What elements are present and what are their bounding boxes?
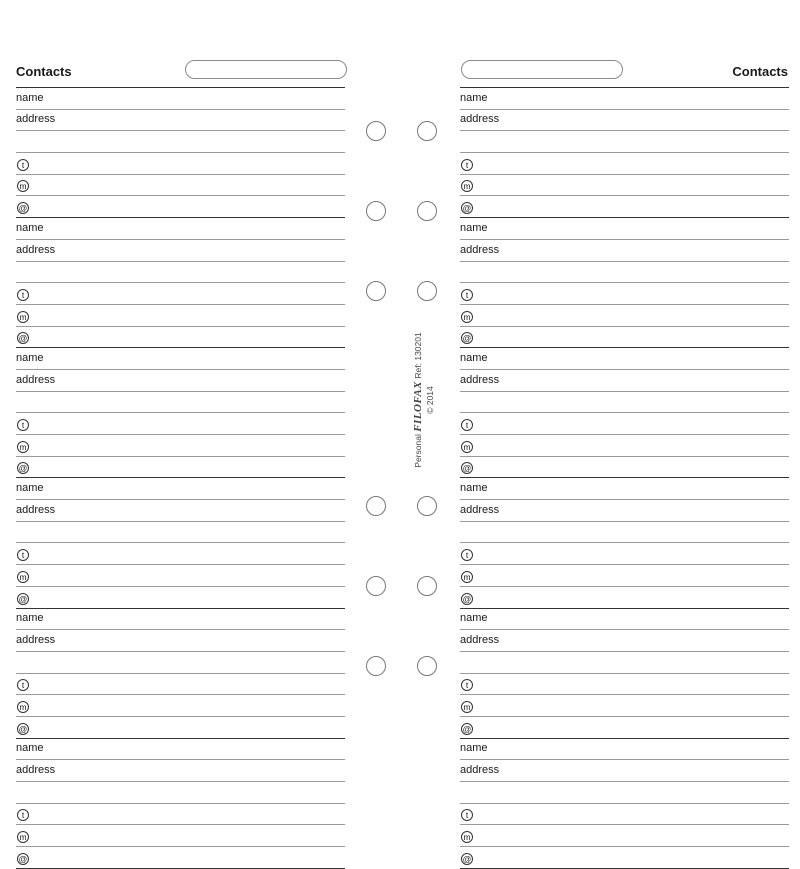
page-title: Contacts	[16, 64, 72, 79]
binder-hole-icon	[417, 281, 437, 301]
brand-logo: FILOFAX	[412, 380, 424, 432]
publisher-imprint	[412, 325, 452, 475]
phone-row[interactable]	[460, 674, 789, 696]
mobile-icon: m	[461, 831, 473, 843]
email-icon: @	[462, 853, 472, 864]
page-title: Contacts	[732, 64, 788, 79]
email-row[interactable]	[460, 587, 789, 609]
address-label: address	[16, 113, 56, 126]
address-row-continued[interactable]	[460, 522, 789, 544]
mobile-row[interactable]	[460, 825, 789, 847]
email-row[interactable]	[16, 327, 345, 349]
mobile-icon: m	[461, 571, 473, 583]
email-row[interactable]	[16, 847, 345, 869]
phone-row[interactable]	[460, 153, 789, 175]
phone-row[interactable]	[460, 283, 789, 305]
address-row[interactable]	[460, 500, 789, 522]
contact-list	[460, 88, 789, 869]
address-label: address	[460, 633, 500, 646]
size-label: Personal	[413, 434, 423, 468]
address-label: address	[460, 113, 500, 126]
name-label: name	[460, 482, 488, 495]
name-row[interactable]	[460, 478, 789, 500]
binder-hole-icon	[417, 201, 437, 221]
address-label: address	[16, 633, 56, 646]
binder-hole-icon	[366, 656, 386, 676]
mobile-icon: m	[17, 441, 29, 453]
email-icon: @	[18, 593, 28, 604]
mobile-row[interactable]	[16, 825, 345, 847]
email-icon: @	[462, 593, 472, 604]
mobile-row[interactable]	[460, 435, 789, 457]
tab-label-field[interactable]	[461, 60, 623, 79]
name-row[interactable]	[16, 478, 345, 500]
address-label: address	[460, 373, 500, 386]
binder-hole-icon	[366, 281, 386, 301]
mobile-icon: m	[461, 441, 473, 453]
mobile-icon: m	[17, 831, 29, 843]
name-row[interactable]	[16, 88, 345, 110]
address-row[interactable]	[16, 630, 345, 652]
email-icon: @	[18, 333, 28, 344]
phone-icon: t	[17, 809, 29, 821]
name-row[interactable]	[460, 609, 789, 631]
email-row[interactable]	[16, 717, 345, 739]
address-row[interactable]	[16, 760, 345, 782]
email-icon: @	[462, 203, 472, 214]
address-row[interactable]	[460, 110, 789, 132]
name-label: name	[16, 351, 44, 364]
phone-icon: t	[461, 549, 473, 561]
name-label: name	[16, 221, 44, 234]
mobile-icon: m	[17, 701, 29, 713]
phone-row[interactable]	[16, 283, 345, 305]
address-label: address	[16, 243, 56, 256]
name-label: name	[460, 742, 488, 755]
address-row[interactable]	[460, 630, 789, 652]
name-row[interactable]	[460, 88, 789, 110]
name-row[interactable]	[16, 348, 345, 370]
name-label: name	[460, 612, 488, 625]
mobile-icon: m	[17, 180, 29, 192]
address-row[interactable]	[16, 240, 345, 262]
binder-hole-icon	[417, 656, 437, 676]
name-label: name	[460, 351, 488, 364]
phone-icon: t	[17, 419, 29, 431]
email-icon: @	[18, 723, 28, 734]
name-label: name	[16, 91, 44, 104]
binder-hole-icon	[366, 201, 386, 221]
copyright-label: © 2014	[425, 386, 435, 414]
address-row[interactable]	[16, 500, 345, 522]
email-icon: @	[462, 463, 472, 474]
mobile-row[interactable]	[16, 305, 345, 327]
name-label: name	[16, 612, 44, 625]
phone-row[interactable]	[16, 413, 345, 435]
phone-icon: t	[461, 289, 473, 301]
phone-row[interactable]	[16, 543, 345, 565]
address-row-continued[interactable]	[460, 652, 789, 674]
mobile-row[interactable]	[460, 175, 789, 197]
mobile-row[interactable]	[16, 565, 345, 587]
mobile-icon: m	[461, 701, 473, 713]
name-row[interactable]	[16, 218, 345, 240]
mobile-row[interactable]	[460, 565, 789, 587]
address-label: address	[16, 503, 56, 516]
mobile-icon: m	[17, 571, 29, 583]
email-icon: @	[18, 203, 28, 214]
phone-row[interactable]	[460, 413, 789, 435]
email-row[interactable]	[460, 327, 789, 349]
binder-hole-icon	[417, 576, 437, 596]
phone-row[interactable]	[16, 153, 345, 175]
phone-icon: t	[461, 809, 473, 821]
address-row-continued[interactable]	[16, 131, 345, 153]
address-row-continued[interactable]	[460, 131, 789, 153]
ref-label: Ref: 130201	[413, 332, 423, 379]
address-row[interactable]	[460, 240, 789, 262]
name-row[interactable]	[460, 348, 789, 370]
binder-hole-icon	[366, 576, 386, 596]
mobile-icon: m	[17, 311, 29, 323]
email-row[interactable]	[460, 847, 789, 869]
address-row[interactable]	[460, 370, 789, 392]
address-row[interactable]	[16, 370, 345, 392]
address-row[interactable]	[16, 110, 345, 132]
mobile-row[interactable]	[16, 435, 345, 457]
phone-row[interactable]	[460, 804, 789, 826]
email-row[interactable]	[460, 457, 789, 479]
name-row[interactable]	[16, 609, 345, 631]
email-row[interactable]	[16, 196, 345, 218]
mobile-row[interactable]	[460, 695, 789, 717]
contact-list	[16, 88, 345, 869]
email-icon: @	[462, 333, 472, 344]
phone-row[interactable]	[16, 804, 345, 826]
phone-row[interactable]	[460, 543, 789, 565]
name-row[interactable]	[16, 739, 345, 761]
address-label: address	[460, 243, 500, 256]
address-label: address	[460, 764, 500, 776]
email-row[interactable]	[460, 717, 789, 739]
name-label: name	[16, 482, 44, 495]
address-row-continued[interactable]	[16, 782, 345, 804]
address-label: address	[460, 503, 500, 516]
email-icon: @	[18, 853, 28, 864]
phone-icon: t	[17, 289, 29, 301]
phone-icon: t	[461, 679, 473, 691]
tab-label-field[interactable]	[185, 60, 347, 79]
email-row[interactable]	[16, 587, 345, 609]
email-row[interactable]	[460, 196, 789, 218]
address-row-continued[interactable]	[16, 652, 345, 674]
address-row[interactable]	[460, 760, 789, 782]
mobile-row[interactable]	[16, 175, 345, 197]
name-row[interactable]	[460, 739, 789, 761]
address-row-continued[interactable]	[16, 262, 345, 284]
binder-hole-icon	[366, 121, 386, 141]
binder-hole-icon	[366, 496, 386, 516]
email-icon: @	[462, 723, 472, 734]
address-label: address	[16, 764, 56, 776]
email-icon: @	[18, 463, 28, 474]
address-row-continued[interactable]	[460, 262, 789, 284]
imprint-line-1	[412, 325, 424, 475]
phone-icon: t	[17, 159, 29, 171]
binder-hole-icon	[417, 121, 437, 141]
address-row-continued[interactable]	[16, 392, 345, 414]
binder-hole-icon	[417, 496, 437, 516]
address-row-continued[interactable]	[16, 522, 345, 544]
email-row[interactable]	[16, 457, 345, 479]
name-row[interactable]	[460, 218, 789, 240]
phone-icon: t	[17, 549, 29, 561]
name-label: name	[460, 91, 488, 104]
address-label: address	[16, 373, 56, 386]
mobile-row[interactable]	[16, 695, 345, 717]
name-label: name	[16, 742, 44, 755]
address-row-continued[interactable]	[460, 782, 789, 804]
mobile-icon: m	[461, 180, 473, 192]
mobile-icon: m	[461, 311, 473, 323]
address-row-continued[interactable]	[460, 392, 789, 414]
phone-icon: t	[461, 159, 473, 171]
mobile-row[interactable]	[460, 305, 789, 327]
name-label: name	[460, 221, 488, 234]
phone-icon: t	[461, 419, 473, 431]
phone-row[interactable]	[16, 674, 345, 696]
phone-icon: t	[17, 679, 29, 691]
